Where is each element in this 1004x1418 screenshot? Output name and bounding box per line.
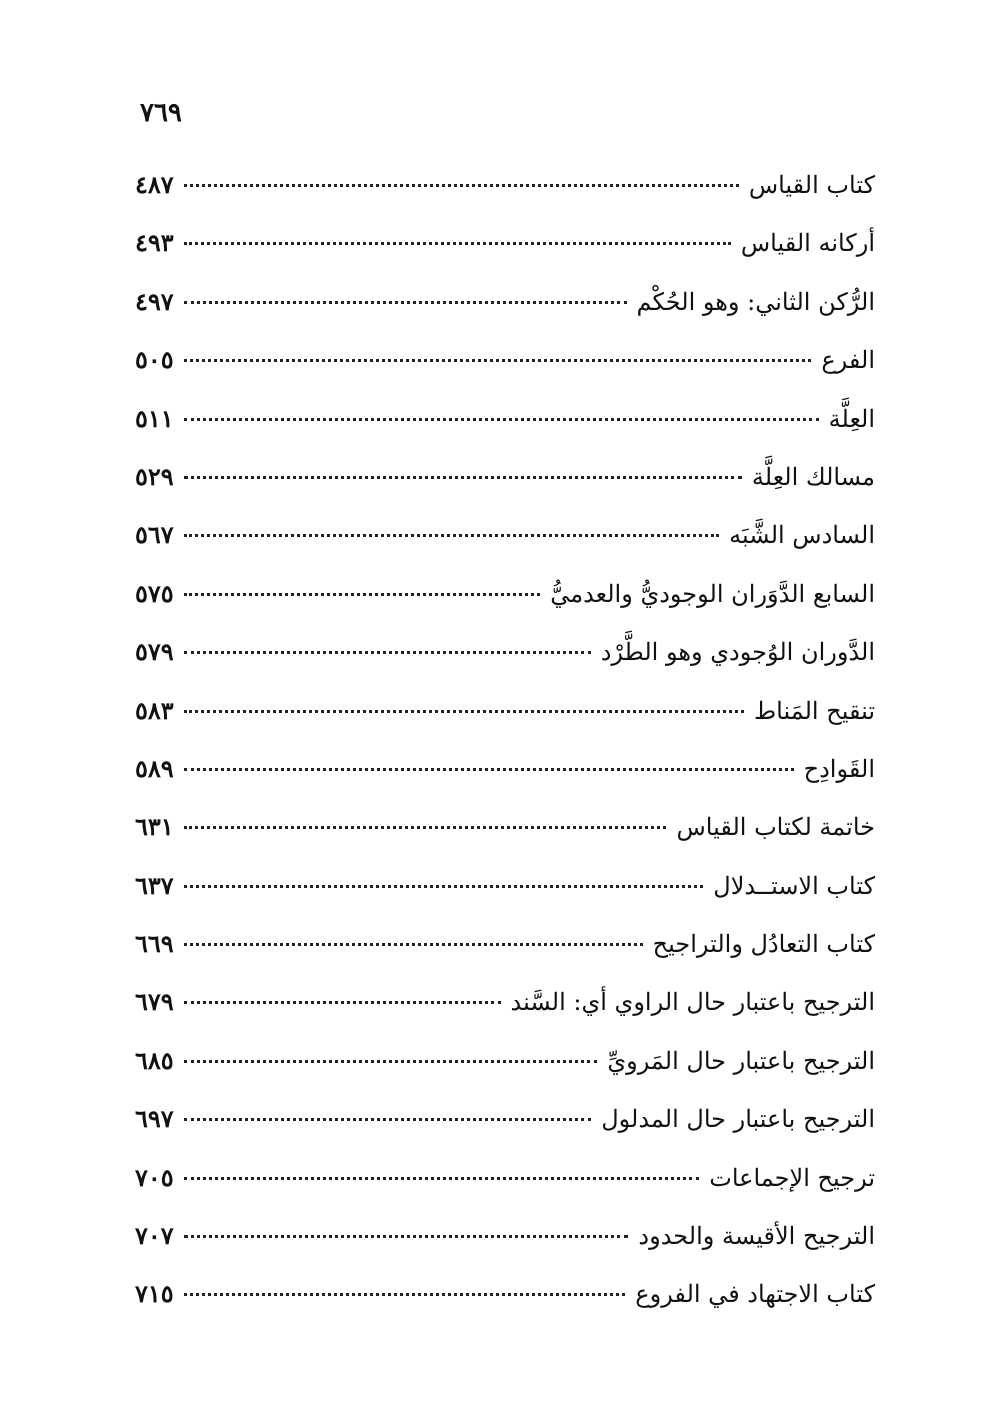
- toc-entry-page-number: ٦٨٥: [135, 1045, 174, 1075]
- toc-entry-title: الدَّوران الوُجودي وهو الطَّرْد: [600, 638, 875, 667]
- toc-entry-title: الترجيح الأقيسة والحدود: [638, 1222, 875, 1251]
- toc-entry-title: القَوادِح: [803, 754, 875, 783]
- toc-entry-title: الترجيح باعتبار حال الراوي أي: السَّند: [510, 988, 875, 1017]
- toc-entry-title: الرُّكن الثاني: وهو الحُكْم: [636, 287, 875, 316]
- dot-leader: [184, 534, 720, 537]
- toc-entry: [135, 510, 875, 568]
- toc-entry: [135, 686, 875, 744]
- toc-entry-page-number: ٧٠٥: [135, 1162, 174, 1192]
- dot-leader: [184, 1001, 501, 1004]
- toc-entry-title: تنقيح المَناط: [753, 696, 875, 725]
- toc-entry-page-number: ٥١١: [135, 403, 174, 433]
- dot-leader: [184, 710, 744, 713]
- toc-entry-title: كتاب الاجتهاد في الفروع: [635, 1280, 875, 1309]
- toc-entry-title: أركانه القياس: [740, 229, 875, 258]
- dot-leader: [184, 826, 667, 829]
- toc-entry-page-number: ٤٩٣: [135, 228, 174, 258]
- toc-entry-title: خاتمة لكتاب القياس: [676, 813, 875, 842]
- toc-entry: [135, 1036, 875, 1094]
- toc-entry-page-number: ٤٩٧: [135, 286, 174, 316]
- toc-entry-page-number: ٦٣٧: [135, 870, 174, 900]
- dot-leader: [184, 1177, 700, 1180]
- toc-entry-title: كتاب التعادُل والتراجيح: [652, 930, 875, 959]
- toc-entry: [135, 744, 875, 802]
- toc-entry-title: كتاب الاستــدلال: [713, 871, 875, 900]
- dot-leader: [184, 651, 591, 654]
- toc-entry-title: الترجيح باعتبار حال المدلول: [601, 1105, 875, 1134]
- toc-entry-page-number: ٧١٥: [135, 1279, 174, 1309]
- toc-entry-title: مسالك العِلَّة: [751, 462, 875, 491]
- toc-entry: [135, 1211, 875, 1269]
- toc-entry-page-number: ٥٧٩: [135, 637, 174, 667]
- toc-entry: [135, 1269, 875, 1327]
- toc-entry-page-number: ٦٦٩: [135, 929, 174, 959]
- dot-leader: [184, 1235, 629, 1238]
- toc-entry-title: السابع الدَّوَران الوجوديُّ والعدميُّ: [550, 579, 875, 608]
- toc-entry-title: السادس الشَّبَه: [729, 521, 875, 550]
- toc-entry: [135, 569, 875, 627]
- toc-entry-title: الفرع: [821, 346, 875, 375]
- toc-entry: [135, 861, 875, 919]
- toc-entry-page-number: ٥٨٣: [135, 695, 174, 725]
- toc-entry-title: الترجيح باعتبار حال المَرويِّ: [607, 1046, 875, 1075]
- toc-entry: [135, 452, 875, 510]
- dot-leader: [184, 1060, 598, 1063]
- toc-entry-title: ترجيح الإجماعات: [709, 1163, 875, 1192]
- toc-entry: [135, 919, 875, 977]
- toc-entry-page-number: ٥٧٥: [135, 578, 174, 608]
- dot-leader: [184, 943, 643, 946]
- dot-leader: [184, 593, 541, 596]
- dot-leader: [184, 1118, 592, 1121]
- toc-entry-page-number: ٦٧٩: [135, 987, 174, 1017]
- toc-entry-page-number: ٥٦٧: [135, 520, 174, 550]
- toc-entry: [135, 394, 875, 452]
- toc-entry: [135, 627, 875, 685]
- toc-entry: [135, 1153, 875, 1211]
- toc-entry-title: العِلَّة: [828, 404, 875, 433]
- toc-entry: [135, 1094, 875, 1152]
- toc-entry: [135, 802, 875, 860]
- dot-leader: [184, 885, 704, 888]
- toc-entry-page-number: ٤٨٧: [135, 170, 174, 199]
- dot-leader: [184, 359, 812, 362]
- dot-leader: [184, 1293, 626, 1296]
- toc-entry: [135, 977, 875, 1035]
- toc-entry: [135, 160, 875, 218]
- toc-entry-page-number: ٥٨٩: [135, 753, 174, 783]
- toc-entry-page-number: ٥٢٩: [135, 461, 174, 491]
- dot-leader: [184, 242, 731, 245]
- toc-entry-page-number: ٦٣١: [135, 812, 174, 842]
- toc-entry-page-number: ٧٠٧: [135, 1221, 174, 1251]
- toc-entry-page-number: ٦٩٧: [135, 1104, 174, 1134]
- table-of-contents: [135, 160, 875, 1328]
- dot-leader: [184, 184, 739, 187]
- page-number: ٧٦٩: [140, 98, 182, 128]
- toc-entry-title: كتاب القياس: [748, 171, 875, 199]
- dot-leader: [184, 476, 742, 479]
- toc-entry-page-number: ٥٠٥: [135, 345, 174, 375]
- toc-entry: [135, 335, 875, 393]
- dot-leader: [184, 418, 819, 421]
- toc-entry: [135, 277, 875, 335]
- dot-leader: [184, 768, 794, 771]
- dot-leader: [184, 301, 627, 304]
- toc-entry: [135, 218, 875, 276]
